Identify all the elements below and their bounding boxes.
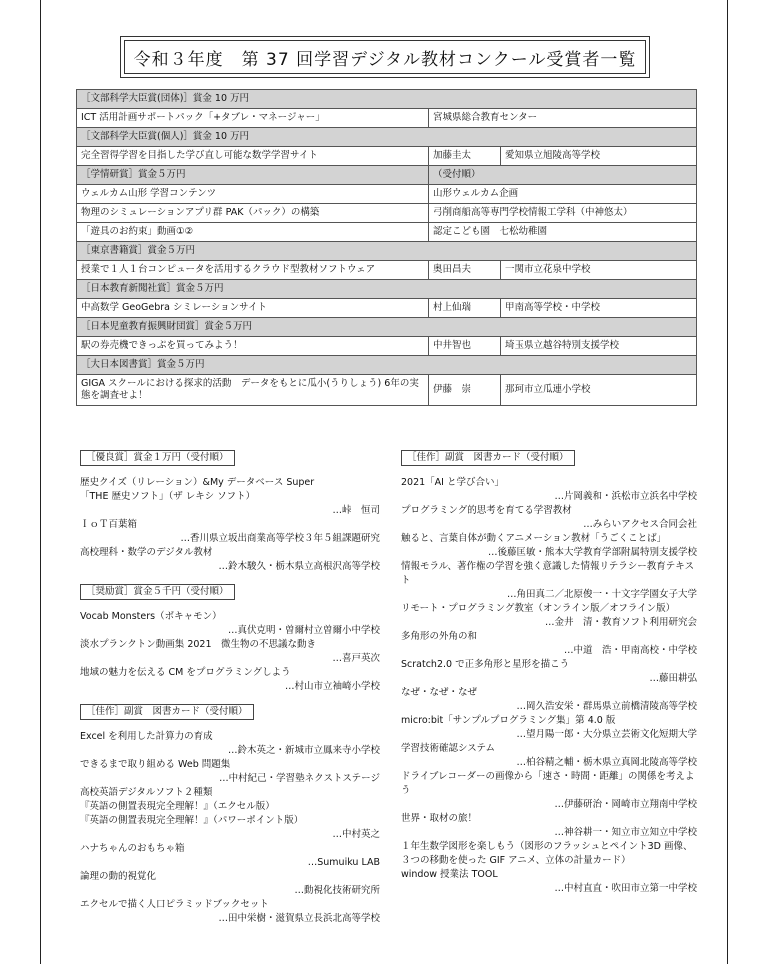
entry-title: Scratch2.0 で正多角形と星形を描こう: [401, 659, 570, 670]
entry-author: …峠 恒司: [332, 505, 380, 516]
award-category-label: ［東京書籍賞］賞金５万円: [77, 242, 697, 261]
entry-title: プログラミング的思考を育てる学習教材: [401, 505, 572, 516]
award-entry: [401, 602, 697, 630]
entry-title: エクセルで描く人口ピラミッドブックセット: [80, 899, 269, 910]
entry-author: …田中栄樹・滋賀県立長浜北高等学校: [218, 913, 380, 924]
winner-name: 村上仙瑞: [429, 299, 501, 318]
award-entry: [80, 870, 380, 898]
winner-organization: 那珂市立瓜連小学校: [501, 375, 697, 406]
entry-author: …金井 清・教育ソフト利用研究会: [544, 617, 697, 628]
award-entry: [401, 630, 697, 658]
award-entry: [80, 476, 380, 518]
award-entry: [401, 840, 697, 896]
work-title: 完全習得学習を目指した学び直し可能な数学学習サイト: [77, 147, 429, 166]
work-title: 物理のシミュレーションアプリ群 PAK（パック）の構築: [77, 204, 429, 223]
page-title: 令和３年度 第 37 回学習デジタル教材コンクール受賞者一覧: [124, 40, 646, 74]
award-category-row: [77, 356, 697, 375]
award-entry: [401, 658, 697, 686]
award-entry-row: [77, 337, 697, 356]
award-entry-row: [77, 109, 697, 128]
winner-name: 加藤圭太: [429, 147, 501, 166]
entry-author: …後藤匡敏・熊本大学教育学部附属特別支援学校: [487, 547, 697, 558]
winner-name: 奥田昌夫: [429, 261, 501, 280]
award-category-row: [77, 318, 697, 337]
right-column: [401, 450, 697, 906]
section-spacer: [80, 926, 380, 936]
winner-name: 宮城県総合教育センター: [429, 109, 697, 128]
entry-title: リモート・プログラミング教室（オンライン版／オフライン版）: [401, 603, 676, 614]
work-title: 「遊具のお約束」動画①②: [77, 223, 429, 242]
winner-organization: 一関市立花泉中学校: [501, 261, 697, 280]
award-category-label: ［日本教育新聞社賞］賞金５万円: [77, 280, 697, 299]
award-entry: [80, 518, 380, 546]
award-category-label: ［学情研賞］賞金５万円: [77, 166, 429, 185]
award-category-row: [77, 242, 697, 261]
work-title: 授業で１人１台コンピュータを活用するクラウド型教材ソフトウェア: [77, 261, 429, 280]
section-header: ［奨励賞］賞金５千円（受付順）: [80, 584, 235, 600]
section-header: ［佳作］副賞 図書カード（受付順）: [401, 450, 575, 466]
award-entry: [80, 610, 380, 638]
entry-author: …村山市立袖崎小学校: [284, 681, 380, 692]
entry-author: …香川県立坂出商業高等学校３年５組課題研究: [180, 533, 380, 544]
winner-name: 山形ウェルカム企画: [429, 185, 697, 204]
entry-title: 多角形の外角の和: [401, 631, 478, 642]
winner-name: 弓削商船高等専門学校情報工学科（中神悠太）: [429, 204, 697, 223]
section-spacer: [401, 896, 697, 906]
entry-author: …岡久浩安栄・群馬県立前橋清陵高等学校: [516, 701, 697, 712]
entry-title: 世界・取材の旅！: [401, 813, 478, 824]
entry-title: 歴史クイズ（リレーション）&My データベース Super: [80, 477, 315, 488]
entry-author: …中道 浩・甲南高校・中学校: [563, 645, 697, 656]
award-entry-row: [77, 204, 697, 223]
work-title: GIGA スクールにおける探求的活動 データをもとに瓜小(うりしょう) 6年の実態を調査せよ！: [77, 375, 429, 406]
section-header: ［優良賞］賞金１万円（受付順）: [80, 450, 235, 466]
award-entry-row: [77, 147, 697, 166]
award-entry: [401, 476, 697, 504]
title-box: [120, 36, 650, 78]
award-entry-row: [77, 185, 697, 204]
award-category-label: ［日本児童教育振興財団賞］賞金５万円: [77, 318, 697, 337]
left-column: [80, 450, 380, 936]
award-entry: [80, 786, 380, 842]
award-entry: [401, 742, 697, 770]
award-entry-row: [77, 375, 697, 406]
entry-author: …動視化技術研究所: [294, 885, 380, 896]
entry-title: Excel を利用した計算力の育成: [80, 731, 213, 742]
entry-author: …角田真二／北原俊一・十文字学園女子大学: [506, 589, 697, 600]
award-entry: [80, 842, 380, 870]
entry-title: 『英語の側置表現完全理解！』（エクセル版）: [80, 801, 275, 812]
work-title: 中高数学 GeoGebra シミレーションサイト: [77, 299, 429, 318]
entry-author: …片岡義和・浜松市立浜名中学校: [554, 491, 697, 502]
award-entry: [401, 714, 697, 742]
awards-table: [76, 89, 697, 406]
entry-title: 高校英語デジタルソフト２種類: [80, 787, 213, 798]
entry-title: ドライブレコーダーの画像から「速さ・時間・距離」の関係を考えよう: [401, 771, 695, 796]
entry-title: 『英語の側置表現完全理解！』（パワーポイント版）: [80, 815, 304, 826]
entry-title: 論理の動的視覚化: [80, 871, 157, 882]
entry-title: 2021「AI と学び合い」: [401, 477, 504, 488]
award-category-label: ［文部科学大臣賞(団体)］賞金 10 万円: [77, 90, 697, 109]
award-entry-row: [77, 299, 697, 318]
award-entry: [80, 730, 380, 758]
entry-author: …Sumuiku LAB: [307, 857, 380, 868]
award-entry: [401, 504, 697, 532]
entry-title: 淡水プランクトン動画集 2021 微生物の不思議な動き: [80, 639, 317, 650]
award-entry: [80, 758, 380, 786]
winner-name: 伊藤 崇: [429, 375, 501, 406]
award-entry-row: [77, 223, 697, 242]
entry-title: micro:bit「サンプルプログラミング集」第 4.0 版: [401, 715, 616, 726]
award-category-row: [77, 90, 697, 109]
entry-title: 触ると、言葉自体が動くアニメーション教材「うごくことば」: [401, 533, 667, 544]
section-spacer: [80, 694, 380, 704]
award-entry: [80, 546, 380, 574]
award-entry: [401, 770, 697, 812]
section-spacer: [80, 574, 380, 584]
entry-title: なぜ・なぜ・なぜ: [401, 687, 478, 698]
entry-author: …鈴木駿久・栃木県立高根沢高等学校: [218, 561, 380, 572]
entry-title: 「THE 歴史ソフト」（ザ レキシ ソフト）: [80, 491, 256, 502]
work-title: ICT 活用計画サポートパック「+タブレ・マネージャー」: [77, 109, 429, 128]
award-entry: [80, 898, 380, 926]
work-title: ウェルカム山形 学習コンテンツ: [77, 185, 429, 204]
award-category-label: ［大日本図書賞］賞金５万円: [77, 356, 697, 375]
entry-title: ＩｏＴ百葉箱: [80, 519, 138, 530]
winner-organization: 埼玉県立越谷特別支援学校: [501, 337, 697, 356]
award-category-note: （受付順）: [429, 166, 697, 185]
entry-title: Vocab Monsters（ボキャモン）: [80, 611, 222, 622]
entry-author: …中村紀己・学習塾ネクストステージ: [219, 773, 380, 784]
award-category-row: [77, 166, 697, 185]
award-entry: [401, 686, 697, 714]
entry-author: …中村直直・吹田市立第一中学校: [554, 883, 697, 894]
entry-title: 高校理科・数学のデジタル教材: [80, 547, 213, 558]
entry-title: 情報モラル、著作権の学習を強く意識した情報リテラシー教育テキスト: [401, 561, 695, 586]
section-header: ［佳作］副賞 図書カード（受付順）: [80, 704, 254, 720]
entry-author: …望月陽一郎・大分県立芸術文化短期大学: [516, 729, 697, 740]
work-title: 駅の券売機できっぷを買ってみよう！: [77, 337, 429, 356]
award-entry: [401, 812, 697, 840]
award-entry: [401, 560, 697, 602]
entry-author: …中村英之: [332, 829, 380, 840]
entry-author: …柏谷精之輔・栃木県立真岡北陵高等学校: [516, 757, 697, 768]
award-entry: [80, 666, 380, 694]
entry-title: 地域の魅力を伝える CM をプログラミングしよう: [80, 667, 291, 678]
entry-author: …真伏克明・曽爾村立曽爾小中学校: [227, 625, 380, 636]
award-entry: [401, 532, 697, 560]
entry-author: …藤田耕弘: [649, 673, 697, 684]
entry-title: ハナちゃんのおもちゃ箱: [80, 843, 185, 854]
entry-author: …伊藤研治・岡崎市立翔南中学校: [554, 799, 697, 810]
entry-title: window 授業法 TOOL: [401, 869, 498, 880]
entry-title: できるまで取り組める Web 問題集: [80, 759, 231, 770]
award-category-row: [77, 128, 697, 147]
winner-name: 認定こども園 七松幼稚園: [429, 223, 697, 242]
entry-author: …喜戸英次: [332, 653, 380, 664]
entry-author: …鈴木英之・新城市立鳳来寺小学校: [227, 745, 380, 756]
winner-name: 中井智也: [429, 337, 501, 356]
winner-organization: 甲南高等学校・中学校: [501, 299, 697, 318]
entry-title: 学習技術確認システム: [401, 743, 496, 754]
entry-author: …みらいアクセス合同会社: [583, 519, 697, 530]
award-category-label: ［文部科学大臣賞(個人)］賞金 10 万円: [77, 128, 697, 147]
entry-author: …神谷耕一・知立市立知立中学校: [554, 827, 697, 838]
award-entry: [80, 638, 380, 666]
entry-title: １年生数学図形を楽しもう（図形のフラッシュとペイント3D 画像、３つの移動を使った GIF アニメ、立体の計量カード）: [401, 841, 693, 866]
winner-organization: 愛知県立旭陵高等学校: [501, 147, 697, 166]
award-entry-row: [77, 261, 697, 280]
award-category-row: [77, 280, 697, 299]
